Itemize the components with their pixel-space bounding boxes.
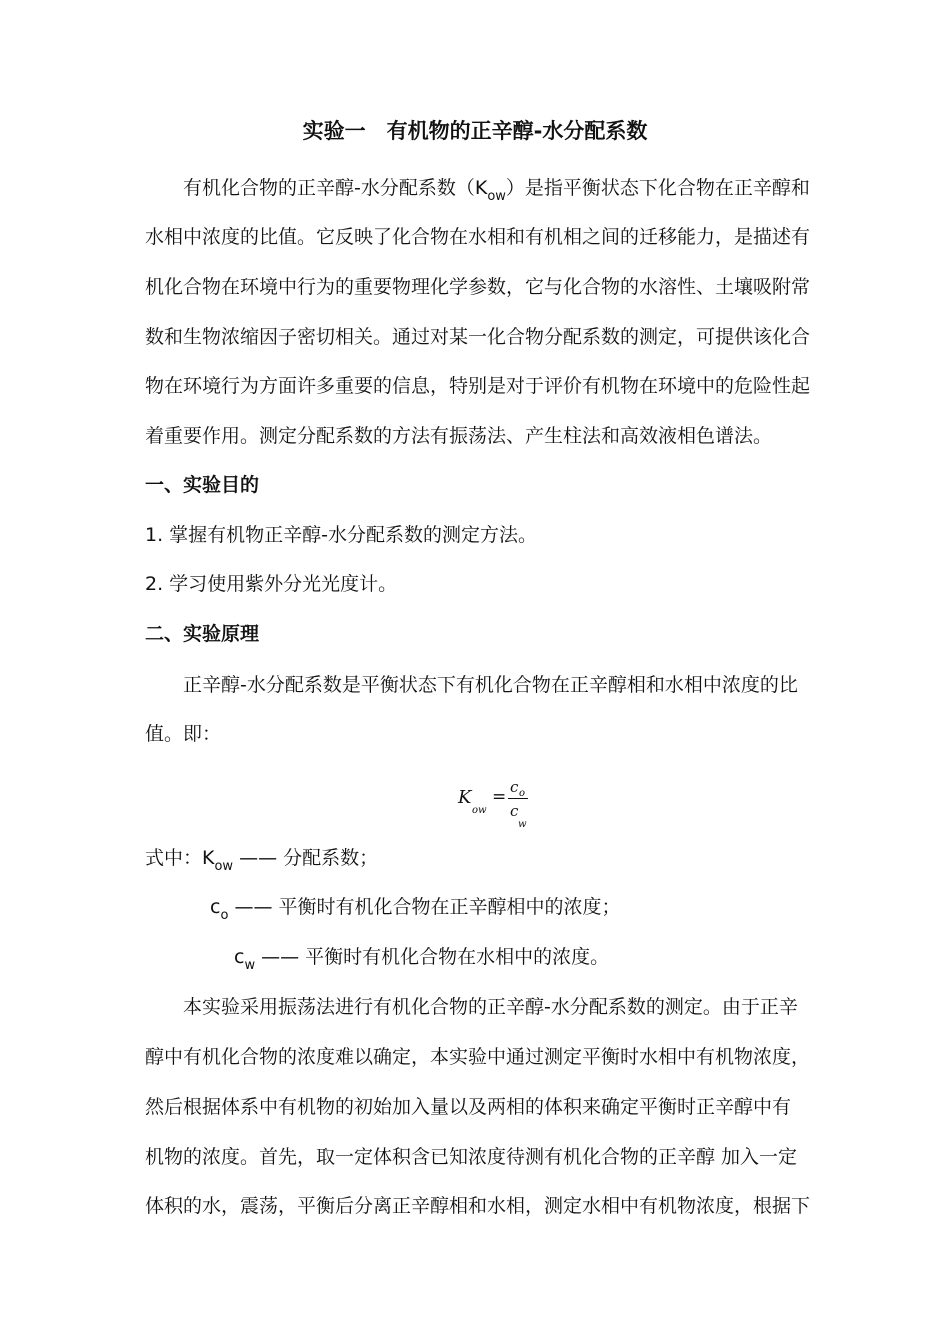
formula-denominator: c (510, 802, 519, 820)
definition-cw (234, 945, 609, 972)
fraction-bar (508, 798, 528, 799)
definition-co-a: c (210, 896, 221, 918)
definition-kow-a: 式中：K (145, 847, 215, 869)
intro-line-1-a: 有机化合物的正辛醇-水分配系数（K (183, 177, 488, 199)
formula-k-sub: ow (472, 805, 487, 816)
section-heading-principle: 二、实验原理 (145, 623, 260, 645)
intro-line-1 (183, 176, 810, 203)
formula-denominator-sub: w (518, 819, 527, 830)
principle-line-1: 正辛醇-水分配系数是平衡状态下有机化合物在正辛醇相和水相中浓度的比 (183, 674, 798, 696)
definition-kow-b: —— 分配系数； (233, 847, 379, 869)
intro-line-4: 数和生物浓缩因子密切相关。通过对某一化合物分配系数的测定，可提供该化合 (145, 326, 811, 348)
kow-subscript: ow (487, 189, 506, 204)
section-heading-objectives: 一、实验目的 (145, 474, 260, 496)
formula-numerator-sub: o (519, 788, 526, 799)
definition-co (210, 895, 621, 922)
document-title: 实验一 有机物的正辛醇-水分配系数 (302, 119, 648, 143)
method-line-4: 机物的浓度。首先，取一定体积含已知浓度待测有机化合物的正辛醇 加入一定 (145, 1146, 798, 1168)
definition-cw-sub: w (244, 958, 256, 973)
definition-co-sub: o (220, 908, 229, 923)
intro-line-5: 物在环境行为方面许多重要的信息，特别是对于评价有机物在环境中的危险性起 (145, 375, 811, 397)
objective-item-1: 1. 掌握有机物正辛醇-水分配系数的测定方法。 (145, 524, 538, 546)
intro-line-3: 机化合物在环境中行为的重要物理化学参数，它与化合物的水溶性、土壤吸附常 (145, 276, 811, 298)
method-line-2: 醇中有机化合物的浓度难以确定，本实验中通过测定平衡时水相中有机物浓度， (145, 1046, 811, 1068)
objective-item-2: 2. 学习使用紫外分光光度计。 (145, 573, 398, 595)
method-line-3: 然后根据体系中有机物的初始加入量以及两相的体积来确定平衡时正辛醇中有 (145, 1096, 792, 1118)
kow-formula (450, 780, 550, 840)
method-line-1: 本实验采用振荡法进行有机化合物的正辛醇-水分配系数的测定。由于正辛 (183, 996, 798, 1018)
definition-co-b: —— 平衡时有机化合物在正辛醇相中的浓度； (228, 896, 621, 918)
definition-cw-a: c (234, 946, 245, 968)
definition-cw-b: —— 平衡时有机化合物在水相中的浓度。 (255, 946, 610, 968)
method-line-5: 体积的水，震荡，平衡后分离正辛醇相和水相，测定水相中有机物浓度，根据下 (145, 1195, 811, 1217)
definition-kow-sub: ow (214, 859, 234, 874)
intro-line-2: 水相中浓度的比值。它反映了化合物在水相和有机相之间的迁移能力，是描述有 (145, 226, 811, 248)
formula-k: K (458, 787, 472, 808)
intro-line-1-b: ）是指平衡状态下化合物在正辛醇和 (505, 177, 810, 199)
principle-line-2: 值。即： (145, 723, 222, 745)
intro-line-6: 着重要作用。测定分配系数的方法有振荡法、产生柱法和高效液相色谱法。 (145, 425, 773, 447)
formula-equals: = (492, 787, 507, 807)
formula-numerator: c (510, 778, 519, 796)
definition-kow (145, 846, 378, 873)
